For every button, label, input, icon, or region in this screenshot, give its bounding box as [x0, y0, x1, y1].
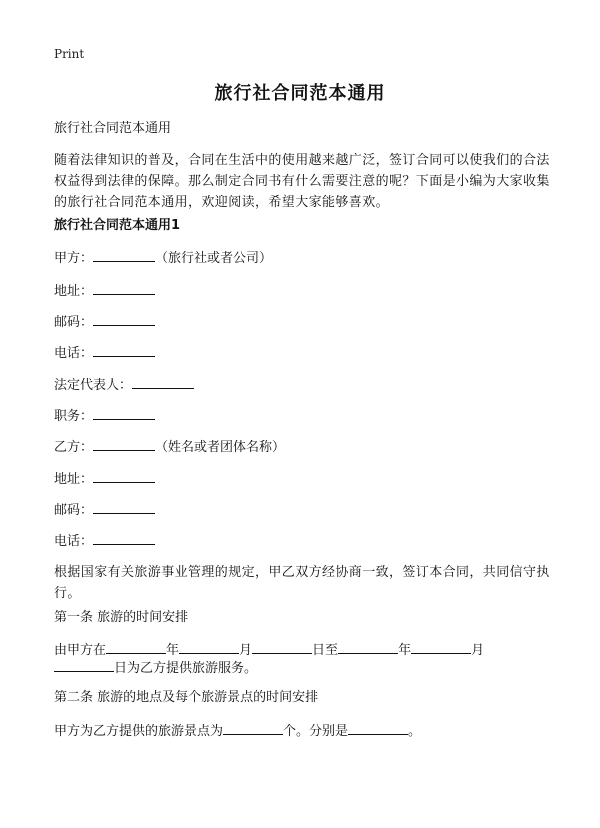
agreement-paragraph: 根据国家有关旅游事业管理的规定，甲乙双方经协商一致，签订本合同，共同信守执行。 — [54, 565, 550, 601]
party-b-postcode-label: 邮码： — [54, 503, 94, 518]
position-line — [54, 405, 554, 427]
end-year-label: 年 — [398, 643, 412, 658]
section-heading: 旅行社合同范本通用1 — [54, 218, 181, 233]
party-b-label: 乙方： — [54, 440, 94, 455]
article2-end: 。 — [408, 724, 422, 739]
party-a-label: 甲方： — [54, 251, 94, 266]
article2-prefix: 甲方为乙方提供的旅游景点为 — [54, 724, 224, 739]
party-a-blank[interactable] — [93, 247, 155, 262]
start-day-blank[interactable] — [252, 639, 312, 654]
article2-line — [54, 720, 554, 742]
start-year-blank[interactable] — [106, 639, 166, 654]
legal-rep-line — [54, 374, 554, 396]
party-b-postcode-blank[interactable] — [93, 499, 155, 514]
legal-rep-blank[interactable] — [132, 374, 194, 389]
start-month-blank[interactable] — [179, 639, 239, 654]
party-a-address-label: 地址： — [54, 284, 94, 299]
party-b-note: （姓名或者团体名称） — [155, 440, 286, 455]
party-b-phone-blank[interactable] — [93, 530, 155, 545]
document-subtitle: 旅行社合同范本通用 — [54, 121, 172, 136]
end-month-label: 月 — [471, 643, 485, 658]
end-month-blank[interactable] — [411, 639, 471, 654]
intro-paragraph: 随着法律知识的普及，合同在生活中的使用越来越广泛，签订合同可以使我们的合法权益得到法律的保障。那么制定合同书有什么需要注意的呢？下面是小编为大家收集的旅行社合同范本通用，欢迎阅读，希望大家能够喜欢。 — [54, 153, 550, 210]
article1-closing-line — [54, 657, 554, 679]
party-a-phone-label: 电话： — [54, 346, 94, 361]
start-year-label: 年 — [166, 643, 180, 658]
end-year-blank[interactable] — [338, 639, 398, 654]
attraction-count-blank[interactable] — [223, 720, 283, 735]
party-a-postcode-label: 邮码： — [54, 315, 94, 330]
party-a-note: （旅行社或者公司） — [155, 251, 273, 266]
party-a-postcode-line — [54, 311, 554, 333]
party-b-phone-line — [54, 530, 554, 552]
party-b-address-label: 地址： — [54, 472, 94, 487]
article2-middle: 个。分别是 — [283, 724, 349, 739]
party-b-phone-label: 电话： — [54, 534, 94, 549]
party-a-address-line — [54, 280, 554, 302]
print-link[interactable]: Print — [54, 47, 85, 61]
page-title: 旅行社合同范本通用 — [214, 83, 386, 104]
attraction-list-blank[interactable] — [348, 720, 408, 735]
party-b-blank[interactable] — [93, 436, 155, 451]
party-b-address-blank[interactable] — [93, 468, 155, 483]
party-a-postcode-blank[interactable] — [93, 311, 155, 326]
article1-closing: 日为乙方提供旅游服务。 — [114, 661, 258, 676]
legal-rep-label: 法定代表人： — [54, 378, 133, 393]
party-b-address-line — [54, 468, 554, 490]
party-a-phone-line — [54, 342, 554, 364]
article2-heading: 第二条 旅游的地点及每个旅游景点的时间安排 — [54, 690, 319, 705]
position-label: 职务： — [54, 409, 94, 424]
end-day-blank[interactable] — [54, 657, 114, 672]
party-b-postcode-line — [54, 499, 554, 521]
start-day-to-label: 日至 — [312, 643, 339, 658]
start-month-label: 月 — [239, 643, 253, 658]
party-a-address-blank[interactable] — [93, 280, 155, 295]
position-blank[interactable] — [93, 405, 155, 420]
party-a-line — [54, 247, 554, 269]
article1-heading: 第一条 旅游的时间安排 — [54, 610, 189, 625]
party-b-line — [54, 436, 554, 458]
party-a-phone-blank[interactable] — [93, 342, 155, 357]
article1-from-prefix: 由甲方在 — [54, 643, 107, 658]
